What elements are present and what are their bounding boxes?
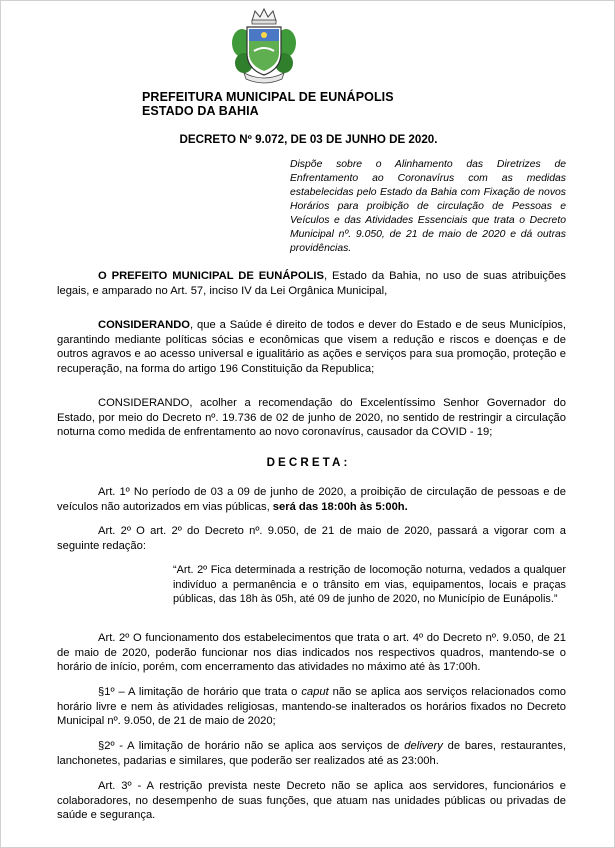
article-1-bold: será das 18:00h às 5:00h. xyxy=(272,500,408,513)
paragraph-2-pre: §2º - A limitação de horário não se aplica aos serviços de xyxy=(98,740,405,752)
article-3-text: Art. 3º - A restrição prevista neste Decreto não se aplica aos servidores, funcionários e colaboradores, no desempenho de suas funções, que atuam nas unidades públicas ou privadas de saúde e segurança. xyxy=(57,780,566,822)
preamble-text: , Estado da Bahia, no uso de suas atribuições legais, e amparado no Art. 57, inciso IV da Lei Orgânica Municipal, xyxy=(57,270,566,297)
paragraph-2 xyxy=(57,739,566,768)
paragraph-1-post: não se aplica aos serviços relacionados como horário livre e nem às atividades religiosas, mantendo-se inalterados os horários fixados no Decreto Municipal nº. 9.050, de 21 de maio de 2020; xyxy=(57,686,566,728)
decreta-heading: DECRETA: xyxy=(266,456,351,469)
paragraph-1 xyxy=(57,685,566,729)
paragraph-2-italic: delivery xyxy=(404,740,443,752)
decree-summary: Dispõe sobre o Alinhamento das Diretrizes de Enfrentamento ao Coronavírus com as medidas estabelecidas pelo Estado da Bahia com Fixação de novos Horários para proibição de circulação de Pessoas e Veículos e das Atividades Essenciais que trata o Decreto Municipal nº. 9.050, de 21 de maio de 2020 e dá outras providências. xyxy=(290,159,566,254)
article-1-text: Art. 1º No período de 03 a 09 de junho de 2020, a proibição de circulação de pessoas e de veículos não autorizados em vias públicas, xyxy=(57,486,566,513)
article-2-text: Art. 2º O art. 2º do Decreto nº. 9.050, de 21 de maio de 2020, passará a vigorar com a seguinte redação: xyxy=(57,525,566,552)
municipality-header xyxy=(142,90,394,118)
considerando-1-text: , que a Saúde é direito de todos e dever do Estado e de seus Municípios, garantindo mediante políticas sócias e econômicas que visem a redução e riscos e doenças e de outros agravos e ao acesso universal e igualitário as ações e serviços para sua promoção, proteção e recuperação, na forma do artigo 196 Constituição da Republica; xyxy=(57,319,566,375)
quoted-article: “Art. 2º Fica determinada a restrição de locomoção noturna, vedados a qualquer indivíduo a permanência e o trânsito em vias, equipamentos, locais e praças públicas, das 18h às 05h, até 09 de junho de 2020, no Município de Eunápolis.” xyxy=(173,564,566,606)
considerando-paragraph-2 xyxy=(57,396,566,440)
preamble-paragraph xyxy=(57,269,566,298)
header-line-1: PREFEITURA MUNICIPAL DE EUNÁPOLIS xyxy=(142,90,394,104)
paragraph-1-pre: §1º – A limitação de horário que trata o xyxy=(98,686,302,698)
considerando-2-text: CONSIDERANDO, acolher a recomendação do Excelentíssimo Senhor Governador do Estado, por meio do Decreto nº. 19.736 de 02 de junho de 2020, no sentido de restringir a circulação noturna como medida de enfrentamento ao novo coronavírus, causador da COVID - 19; xyxy=(57,397,566,439)
preamble-bold: O PREFEITO MUNICIPAL DE EUNÁPOLIS xyxy=(98,270,324,282)
article-2-b-text: Art. 2º O funcionamento dos estabelecimentos que trata o art. 4º do Decreto nº. 9.050, de 21 de maio de 2020, poderão funcionar nos dias indicados nos respectivos quadros, mantendo-se o horário de início, porém, com encerramento das atividades no máximo até às 17:00h. xyxy=(57,632,566,674)
paragraph-2-post: de bares, restaurantes, lanchonetes, padarias e similares, que poderão ser realizados até as 23:00h. xyxy=(57,740,566,767)
article-2-b xyxy=(57,631,566,675)
paragraph-1-italic: caput xyxy=(301,686,329,698)
decree-title: DECRETO Nº 9.072, DE 03 DE JUNHO DE 2020. xyxy=(179,133,438,146)
municipal-coat-of-arms xyxy=(230,7,298,85)
considerando-1-bold: CONSIDERANDO xyxy=(98,319,190,331)
article-1 xyxy=(57,485,566,514)
header-line-2: ESTADO DA BAHIA xyxy=(142,104,259,118)
considerando-paragraph-1 xyxy=(57,318,566,376)
article-2 xyxy=(57,524,566,553)
article-3 xyxy=(57,779,566,823)
